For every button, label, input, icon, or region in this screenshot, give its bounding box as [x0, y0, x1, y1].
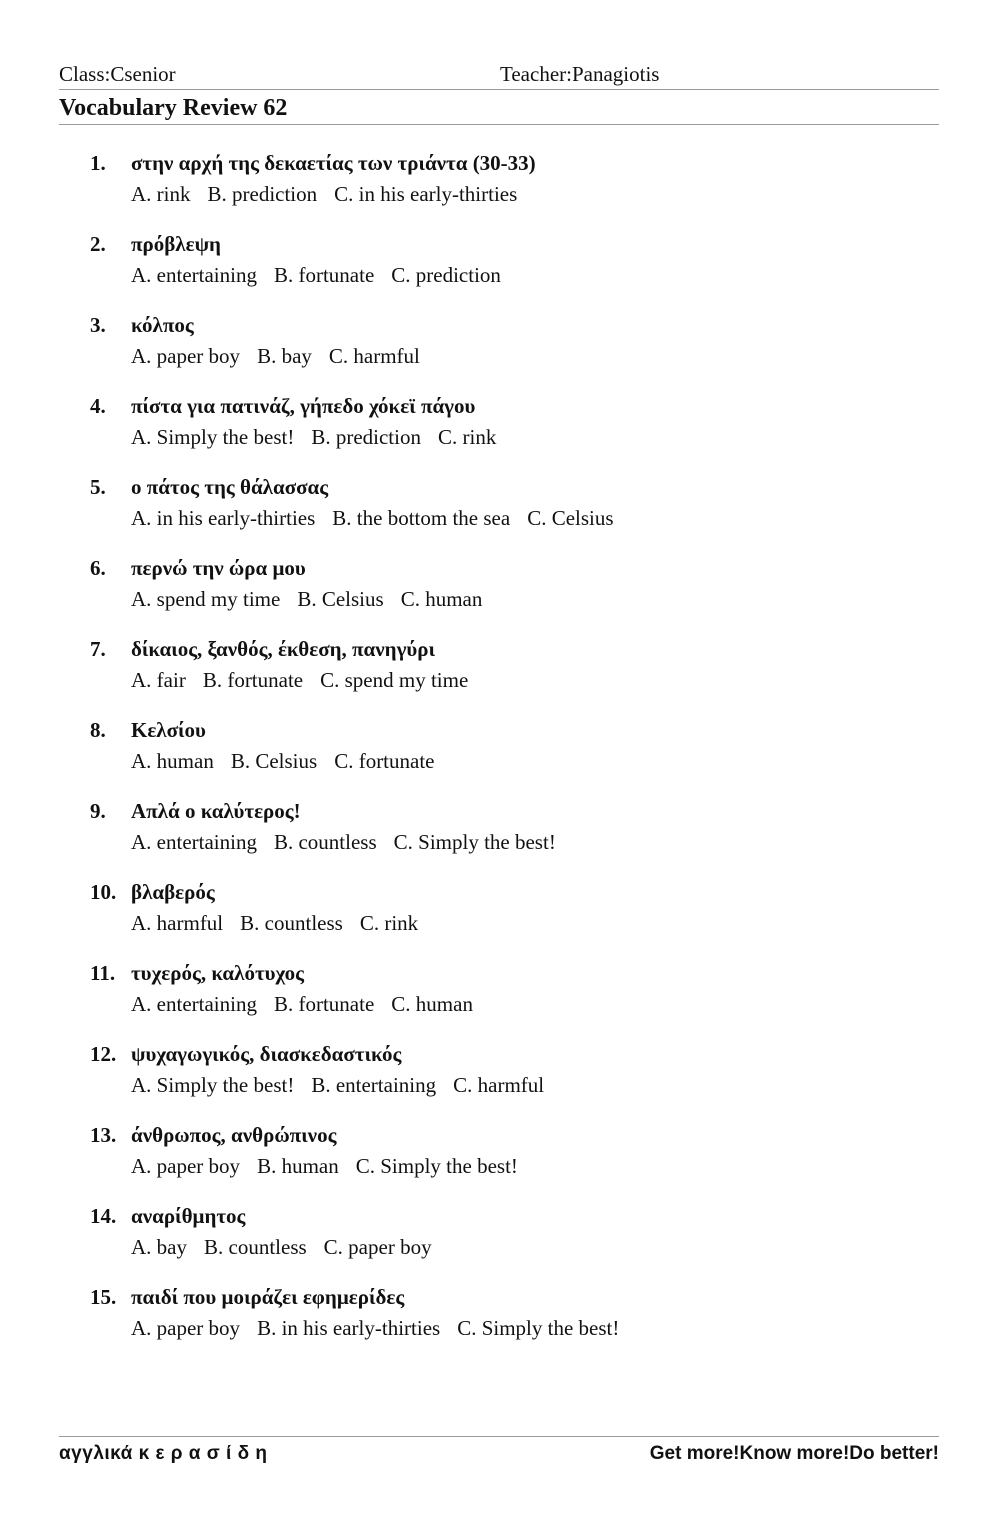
class-label: Class:Csenior: [59, 62, 176, 86]
question-prompt: τυχερός, καλότυχος: [131, 961, 304, 985]
question-number: 11.: [90, 961, 116, 985]
question-number: 2.: [90, 232, 106, 256]
question-number: 14.: [90, 1204, 117, 1228]
question-number: 4.: [90, 394, 106, 418]
question-prompt: δίκαιος, ξανθός, έκθεση, πανηγύρι: [131, 637, 436, 661]
question-prompt: πίστα για πατινάζ, γήπεδο χόκεϊ πάγου: [131, 394, 476, 418]
answer-option: B. fortunate: [273, 263, 375, 287]
answer-option: A. entertaining: [131, 992, 257, 1016]
question-prompt: περνώ την ώρα μου: [131, 556, 306, 580]
answer-option: B. bay: [257, 344, 312, 368]
answer-option: B. in his early-thirties: [257, 1316, 441, 1340]
footer-divider: [59, 1436, 939, 1437]
answer-options: [131, 421, 513, 453]
answer-option: A. bay: [131, 1235, 187, 1259]
question-number: 5.: [90, 475, 106, 499]
answer-option: B. the bottom the sea: [332, 506, 511, 530]
answer-options: [131, 502, 631, 534]
question-item: [0, 957, 1000, 1038]
answer-option: B. Celsius: [297, 587, 384, 611]
question-item: [0, 1200, 1000, 1281]
header-row: [59, 62, 939, 90]
answer-options: [131, 583, 499, 615]
answer-option: B. countless: [204, 1235, 307, 1259]
answer-option: B. countless: [273, 830, 377, 854]
answer-options: [131, 1150, 535, 1182]
answer-option: B. Celsius: [230, 749, 318, 773]
answer-option: A. rink: [131, 182, 191, 206]
answer-option: A. paper boy: [131, 1154, 241, 1178]
question-number: 3.: [90, 313, 106, 337]
answer-options: [131, 1312, 636, 1344]
answer-options: [131, 745, 452, 777]
question-prompt: ψυχαγωγικός, διασκεδαστικός: [131, 1042, 402, 1066]
question-prompt: πρόβλεψη: [131, 232, 221, 256]
answer-option: B. fortunate: [273, 992, 375, 1016]
question-number: 12.: [90, 1042, 117, 1066]
question-number: 7.: [90, 637, 106, 661]
question-item: [0, 471, 1000, 552]
question-prompt: παιδί που μοιράζει εφημερίδες: [131, 1285, 405, 1309]
answer-options: [131, 664, 485, 696]
answer-option: C. rink: [359, 911, 419, 935]
answer-option: C. human: [400, 587, 483, 611]
answer-option: B. entertaining: [311, 1073, 437, 1097]
answer-options: [131, 988, 490, 1020]
question-prompt: στην αρχή της δεκαετίας των τριάντα (30-33): [131, 151, 536, 175]
question-item: [0, 228, 1000, 309]
question-item: [0, 714, 1000, 795]
answer-option: C. Simply the best!: [393, 830, 556, 854]
answer-option: A. paper boy: [131, 1316, 241, 1340]
question-item: [0, 1281, 1000, 1362]
answer-options: [131, 340, 437, 372]
answer-option: A. Simply the best!: [131, 1073, 295, 1097]
answer-option: C. human: [391, 992, 473, 1016]
question-item: [0, 309, 1000, 390]
answer-option: B. countless: [240, 911, 343, 935]
answer-options: [131, 1231, 449, 1263]
question-item: [0, 876, 1000, 957]
teacher-label: Teacher:Panagiotis: [500, 62, 660, 86]
answer-option: C. prediction: [391, 263, 501, 287]
answer-option: A. harmful: [131, 911, 224, 935]
title-row: [59, 93, 939, 125]
question-number: 15.: [90, 1285, 117, 1309]
question-number: 10.: [90, 880, 117, 904]
question-item: [0, 633, 1000, 714]
question-prompt: Κελσίου: [131, 718, 206, 742]
answer-option: A. Simply the best!: [131, 425, 295, 449]
answer-option: C. in his early-thirties: [334, 182, 518, 206]
question-prompt: κόλπος: [131, 313, 194, 337]
footer-slogan: Get more!Know more!Do better!: [649, 1443, 939, 1464]
question-prompt: ο πάτος της θάλασσας: [131, 475, 329, 499]
question-number: 9.: [90, 799, 106, 823]
page-title: Vocabulary Review 62: [59, 95, 288, 121]
question-prompt: αναρίθμητος: [131, 1204, 246, 1228]
answer-option: A. fair: [131, 668, 186, 692]
footer-brand: αγγλικά κ ε ρ α σ ί δ η: [59, 1443, 268, 1464]
question-item: [0, 1119, 1000, 1200]
answer-option: C. Celsius: [527, 506, 614, 530]
question-item: [0, 552, 1000, 633]
answer-option: A. paper boy: [131, 344, 241, 368]
question-item: [0, 1038, 1000, 1119]
answer-option: B. human: [257, 1154, 339, 1178]
answer-option: C. harmful: [453, 1073, 545, 1097]
answer-options: [131, 826, 573, 858]
answer-option: A. spend my time: [131, 587, 281, 611]
answer-options: [131, 178, 534, 210]
answer-option: A. entertaining: [131, 830, 257, 854]
answer-option: C. spend my time: [320, 668, 469, 692]
answer-options: [131, 1069, 561, 1101]
answer-option: C. rink: [437, 425, 497, 449]
answer-option: B. prediction: [207, 182, 318, 206]
question-number: 8.: [90, 718, 106, 742]
question-prompt: βλαβερός: [131, 880, 215, 904]
answer-option: B. fortunate: [202, 668, 304, 692]
answer-option: C. Simply the best!: [457, 1316, 620, 1340]
answer-option: C. Simply the best!: [355, 1154, 518, 1178]
question-item: [0, 147, 1000, 228]
question-number: 1.: [90, 151, 106, 175]
question-list: [0, 147, 1000, 1362]
answer-options: [131, 259, 518, 291]
answer-option: A. in his early-thirties: [131, 506, 316, 530]
answer-option: C. paper boy: [323, 1235, 432, 1259]
answer-option: C. harmful: [328, 344, 420, 368]
answer-option: B. prediction: [311, 425, 421, 449]
answer-option: A. entertaining: [131, 263, 257, 287]
question-number: 6.: [90, 556, 106, 580]
answer-option: A. human: [131, 749, 214, 773]
question-item: [0, 795, 1000, 876]
question-item: [0, 390, 1000, 471]
answer-options: [131, 907, 435, 939]
question-prompt: Απλά ο καλύτερος!: [131, 799, 301, 823]
question-number: 13.: [90, 1123, 117, 1147]
answer-option: C. fortunate: [334, 749, 435, 773]
question-prompt: άνθρωπος, ανθρώπινος: [131, 1123, 337, 1147]
